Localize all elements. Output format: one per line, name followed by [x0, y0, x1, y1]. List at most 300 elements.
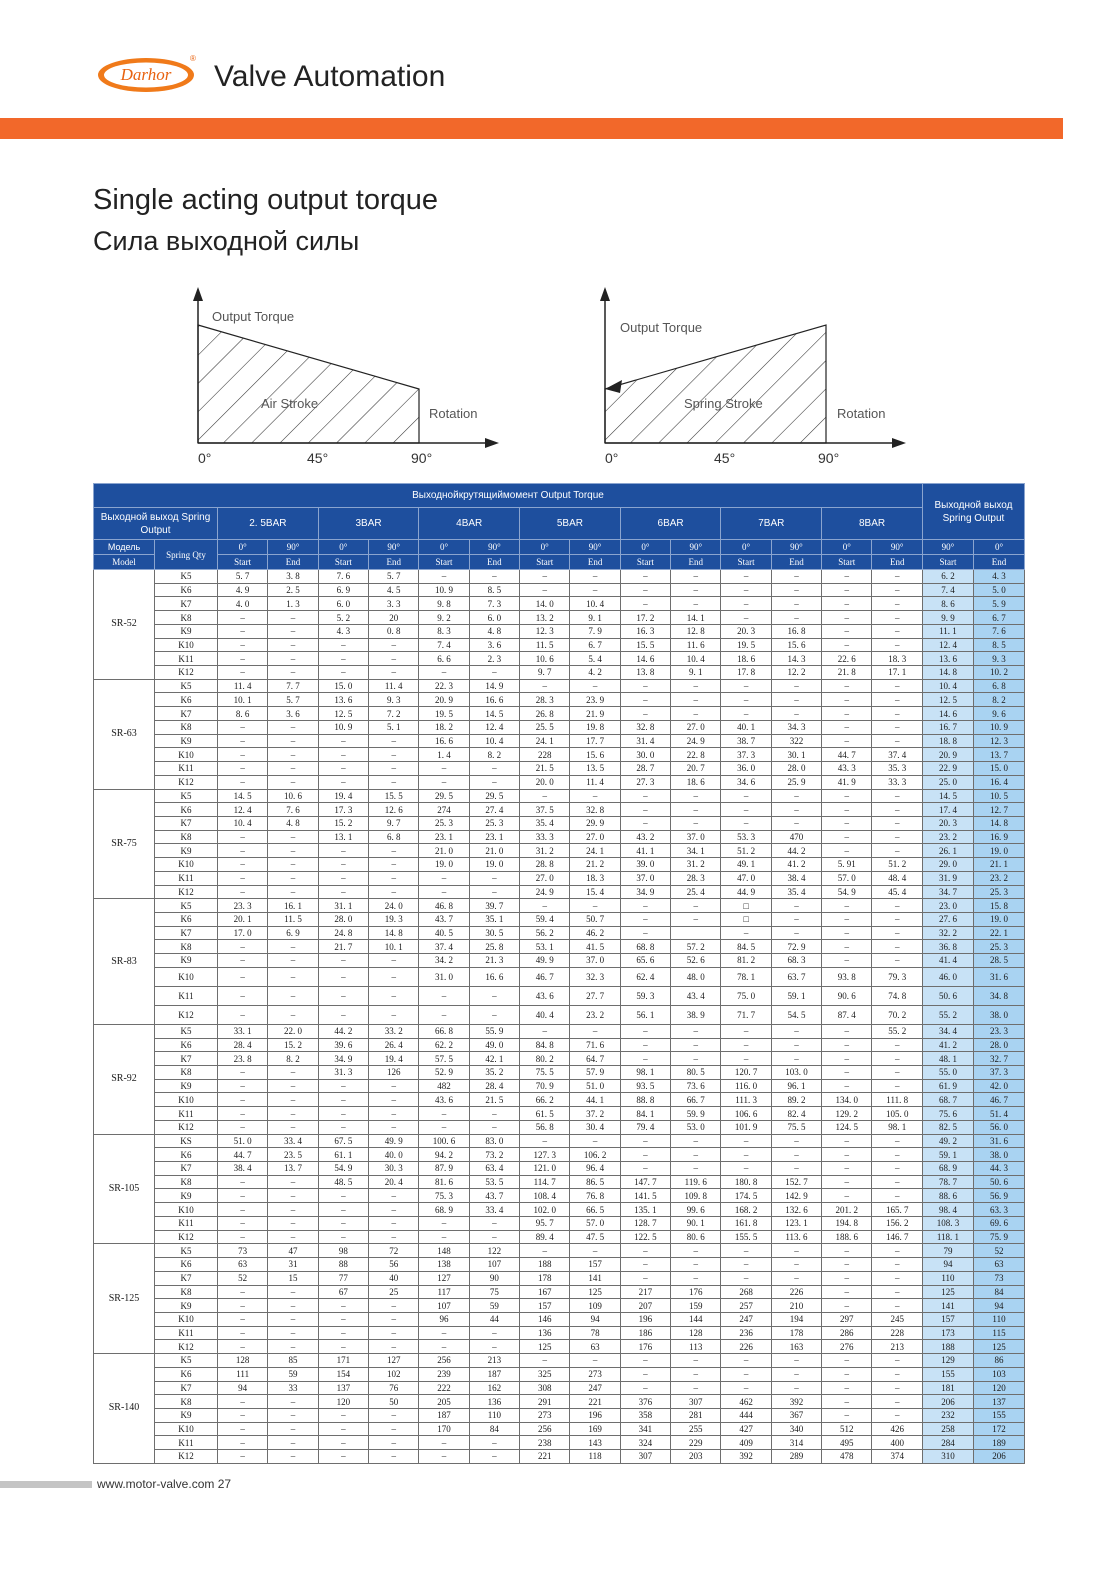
spring-qty-label: Spring Qty	[155, 540, 218, 570]
spring-output-cell: 15. 8	[973, 899, 1024, 913]
table-row	[94, 597, 1025, 611]
spring-output-cell: 6. 7	[973, 611, 1024, 625]
start-end-header: End	[872, 555, 923, 570]
torque-cell: –	[268, 1285, 318, 1299]
torque-cell: 63	[570, 1340, 620, 1354]
table-row	[94, 679, 1025, 693]
torque-cell: –	[822, 899, 872, 913]
torque-cell: 53. 1	[520, 940, 570, 954]
torque-cell: 229	[671, 1436, 721, 1450]
torque-cell: –	[620, 1271, 670, 1285]
spring-output-cell: 68. 9	[922, 1162, 973, 1176]
torque-cell: –	[822, 1354, 872, 1368]
torque-cell: –	[419, 1107, 469, 1121]
torque-cell: 20. 9	[419, 693, 469, 707]
torque-cell: 18. 6	[721, 652, 771, 666]
torque-cell: 257	[721, 1299, 771, 1313]
torque-cell: –	[671, 899, 721, 913]
torque-cell: 82. 4	[771, 1107, 821, 1121]
torque-cell: –	[218, 638, 268, 652]
start-end-header: End	[369, 555, 419, 570]
spring-output-cell: 12. 5	[922, 693, 973, 707]
torque-cell: –	[721, 597, 771, 611]
torque-cell: 162	[469, 1381, 519, 1395]
torque-cell: –	[268, 775, 318, 789]
torque-cell: 87. 4	[822, 1005, 872, 1024]
torque-cell: –	[218, 1299, 268, 1313]
torque-cell: 374	[872, 1450, 923, 1464]
table-row	[94, 1175, 1025, 1189]
torque-cell: 25. 3	[469, 816, 519, 830]
torque-cell: 116. 0	[721, 1079, 771, 1093]
spring-output-cell: 75. 6	[922, 1107, 973, 1121]
torque-cell: –	[822, 954, 872, 968]
spring-output-cell: 258	[922, 1422, 973, 1436]
torque-cell: –	[369, 986, 419, 1005]
torque-cell: –	[218, 1189, 268, 1203]
torque-cell: 18. 2	[419, 720, 469, 734]
torque-cell: 15. 6	[570, 748, 620, 762]
torque-cell: –	[218, 1422, 268, 1436]
torque-cell: 15	[268, 1271, 318, 1285]
torque-cell: 21. 5	[469, 1093, 519, 1107]
torque-cell: 12. 3	[520, 624, 570, 638]
table-row	[94, 954, 1025, 968]
torque-cell: 10. 9	[318, 720, 368, 734]
torque-cell: –	[369, 1203, 419, 1217]
torque-cell: –	[822, 1024, 872, 1038]
table-row	[94, 1271, 1025, 1285]
torque-cell: –	[369, 885, 419, 899]
torque-cell: –	[369, 1312, 419, 1326]
torque-cell: 79. 3	[872, 967, 923, 986]
torque-cell: 10. 1	[369, 940, 419, 954]
spring-output-cell: 25. 3	[973, 885, 1024, 899]
torque-cell: 102	[369, 1367, 419, 1381]
torque-cell: 40	[369, 1271, 419, 1285]
torque-cell: 66. 2	[520, 1093, 570, 1107]
start-end-header: Start	[419, 555, 469, 570]
torque-cell: –	[469, 1450, 519, 1464]
torque-cell: –	[822, 611, 872, 625]
torque-cell: 217	[620, 1285, 670, 1299]
torque-cell: 13. 7	[268, 1162, 318, 1176]
torque-cell: –	[570, 1024, 620, 1038]
torque-cell: 247	[570, 1381, 620, 1395]
torque-cell: 46. 2	[570, 926, 620, 940]
torque-cell: 49. 9	[369, 1134, 419, 1148]
spring-output-cell: 18. 8	[922, 734, 973, 748]
torque-cell: –	[721, 1354, 771, 1368]
torque-cell: 37. 0	[570, 954, 620, 968]
torque-cell: 268	[721, 1285, 771, 1299]
spring-output-cell: 37. 3	[973, 1066, 1024, 1080]
spring-stroke-diagram	[592, 283, 922, 473]
torque-cell: 11. 4	[369, 679, 419, 693]
spring-start-end-header: End	[973, 555, 1024, 570]
torque-cell: 392	[721, 1450, 771, 1464]
torque-cell: –	[469, 1120, 519, 1134]
torque-cell: –	[822, 926, 872, 940]
torque-cell: 21. 3	[469, 954, 519, 968]
torque-cell: –	[369, 1408, 419, 1422]
spring-qty-cell: K9	[155, 1408, 218, 1422]
torque-cell: 22. 3	[419, 679, 469, 693]
torque-cell: 31	[268, 1258, 318, 1272]
torque-cell: –	[872, 1189, 923, 1203]
torque-cell: 400	[872, 1436, 923, 1450]
torque-cell: –	[419, 1340, 469, 1354]
torque-cell: 33	[268, 1381, 318, 1395]
group-header: Выходной выход Spring Output	[94, 508, 218, 540]
spring-output-cell: 29. 0	[922, 858, 973, 872]
torque-cell: 168. 2	[721, 1203, 771, 1217]
table-row	[94, 912, 1025, 926]
torque-cell: –	[872, 679, 923, 693]
torque-cell: 5. 7	[218, 570, 268, 584]
spring-output-cell: 27. 6	[922, 912, 973, 926]
torque-cell: 33. 4	[469, 1203, 519, 1217]
spring-qty-cell: K9	[155, 624, 218, 638]
torque-cell: 40. 5	[419, 926, 469, 940]
torque-cell: 52. 6	[671, 954, 721, 968]
torque-cell: 29. 5	[469, 789, 519, 803]
torque-cell: –	[620, 1134, 670, 1148]
torque-cell: –	[369, 1340, 419, 1354]
torque-cell: –	[318, 775, 368, 789]
table-row	[94, 789, 1025, 803]
output-torque-table	[93, 483, 1025, 1464]
spring-qty-cell: K10	[155, 748, 218, 762]
torque-cell: 109. 8	[671, 1189, 721, 1203]
torque-cell: 41. 9	[822, 775, 872, 789]
torque-cell: –	[469, 570, 519, 584]
torque-cell: 47	[268, 1244, 318, 1258]
spring-output-cell: 5. 0	[973, 583, 1024, 597]
torque-cell: –	[419, 1216, 469, 1230]
torque-cell: 30. 4	[570, 1120, 620, 1134]
torque-cell: –	[268, 967, 318, 986]
torque-cell: 37. 0	[671, 830, 721, 844]
spring-qty-cell: K6	[155, 803, 218, 817]
torque-cell: 16. 1	[268, 899, 318, 913]
degree-header: 0°	[218, 540, 268, 555]
torque-cell: 23. 9	[570, 693, 620, 707]
torque-cell: 40. 0	[369, 1148, 419, 1162]
torque-cell: 47. 5	[570, 1230, 620, 1244]
torque-cell: 118	[570, 1450, 620, 1464]
torque-cell: –	[872, 583, 923, 597]
spring-qty-cell: KS	[155, 1134, 218, 1148]
torque-cell: 4. 2	[570, 666, 620, 680]
spring-output-cell: 13. 7	[973, 748, 1024, 762]
spring-output-cell: 310	[922, 1450, 973, 1464]
torque-cell: –	[268, 734, 318, 748]
spring-qty-cell: K7	[155, 926, 218, 940]
torque-cell: –	[872, 1408, 923, 1422]
torque-cell: 21. 7	[318, 940, 368, 954]
table-row	[94, 1066, 1025, 1080]
torque-cell: 88. 8	[620, 1093, 670, 1107]
torque-cell: 478	[822, 1450, 872, 1464]
torque-cell: 52	[218, 1271, 268, 1285]
torque-cell: 24. 1	[520, 734, 570, 748]
torque-cell: 213	[872, 1340, 923, 1354]
torque-cell: –	[218, 1005, 268, 1024]
torque-cell: –	[671, 1162, 721, 1176]
torque-cell: 10. 6	[268, 789, 318, 803]
torque-cell: 22. 0	[268, 1024, 318, 1038]
torque-cell: 44. 2	[318, 1024, 368, 1038]
torque-cell: 17. 1	[872, 666, 923, 680]
torque-cell: 74. 8	[872, 986, 923, 1005]
table-row	[94, 775, 1025, 789]
torque-cell: 236	[721, 1326, 771, 1340]
torque-cell: –	[872, 1148, 923, 1162]
torque-cell: –	[318, 1326, 368, 1340]
torque-cell: –	[872, 1271, 923, 1285]
spring-output-cell: 50. 6	[973, 1175, 1024, 1189]
spring-rotation-label: Rotation	[837, 406, 886, 421]
spring-output-cell: 9. 9	[922, 611, 973, 625]
torque-cell: 470	[771, 830, 821, 844]
torque-cell: –	[268, 748, 318, 762]
torque-cell: –	[620, 679, 670, 693]
torque-cell: 73. 6	[671, 1079, 721, 1093]
torque-cell: 307	[671, 1395, 721, 1409]
torque-cell: 84. 1	[620, 1107, 670, 1121]
torque-cell: 62. 2	[419, 1038, 469, 1052]
spring-output-cell: 42. 0	[973, 1079, 1024, 1093]
table-row	[94, 1340, 1025, 1354]
torque-cell: –	[620, 803, 670, 817]
torque-cell: 24. 8	[318, 926, 368, 940]
torque-cell: –	[520, 1354, 570, 1368]
spring-qty-cell: K8	[155, 1285, 218, 1299]
torque-cell: –	[469, 1436, 519, 1450]
spring-output-cell: 75. 9	[973, 1230, 1024, 1244]
torque-cell: –	[872, 816, 923, 830]
spring-output-cell: 28. 0	[973, 1038, 1024, 1052]
torque-cell: 43. 4	[671, 986, 721, 1005]
spring-qty-cell: K9	[155, 954, 218, 968]
torque-cell: –	[872, 1175, 923, 1189]
torque-cell: –	[469, 775, 519, 789]
table-row	[94, 899, 1025, 913]
torque-cell: –	[822, 583, 872, 597]
spring-output-cell: 4. 3	[973, 570, 1024, 584]
torque-cell: –	[822, 734, 872, 748]
torque-cell: –	[721, 803, 771, 817]
spring-output-cell: 50. 6	[922, 986, 973, 1005]
torque-cell: –	[318, 748, 368, 762]
torque-cell: 73. 2	[469, 1148, 519, 1162]
spring-output-cell: 157	[922, 1312, 973, 1326]
torque-cell: 136	[469, 1395, 519, 1409]
torque-cell: –	[520, 570, 570, 584]
torque-cell: –	[822, 830, 872, 844]
torque-cell: 276	[822, 1340, 872, 1354]
torque-cell	[671, 926, 721, 940]
torque-cell: 117	[419, 1285, 469, 1299]
torque-cell: –	[318, 858, 368, 872]
torque-cell: –	[268, 954, 318, 968]
torque-cell: 6. 0	[318, 597, 368, 611]
torque-cell: –	[822, 720, 872, 734]
table-row	[94, 1189, 1025, 1203]
torque-cell: –	[771, 679, 821, 693]
spring-qty-cell: K7	[155, 1052, 218, 1066]
torque-cell: 71. 6	[570, 1038, 620, 1052]
torque-cell: 16. 6	[419, 734, 469, 748]
torque-cell: 6. 7	[570, 638, 620, 652]
torque-cell: 123. 1	[771, 1216, 821, 1230]
torque-cell: 40. 4	[520, 1005, 570, 1024]
torque-cell: –	[419, 1450, 469, 1464]
torque-cell: 50. 7	[570, 912, 620, 926]
spring-qty-cell: K8	[155, 940, 218, 954]
torque-cell: 187	[419, 1408, 469, 1422]
model-cell: SR-140	[94, 1354, 155, 1464]
spring-qty-cell: K5	[155, 570, 218, 584]
spring-output-cell: 23. 0	[922, 899, 973, 913]
torque-cell: 11. 5	[520, 638, 570, 652]
torque-cell: 512	[822, 1422, 872, 1436]
page-number: 27	[217, 1477, 232, 1491]
torque-cell: 11. 6	[671, 638, 721, 652]
table-row	[94, 830, 1025, 844]
torque-cell: 94	[218, 1381, 268, 1395]
torque-cell: 16. 6	[469, 693, 519, 707]
torque-cell: 51. 2	[721, 844, 771, 858]
torque-cell: 96. 1	[771, 1079, 821, 1093]
torque-cell: –	[318, 734, 368, 748]
torque-cell: 51. 2	[872, 858, 923, 872]
torque-cell: 167	[520, 1285, 570, 1299]
torque-cell: 90	[469, 1271, 519, 1285]
torque-cell: –	[872, 611, 923, 625]
torque-cell: –	[771, 1244, 821, 1258]
torque-cell: 23. 2	[570, 1005, 620, 1024]
torque-cell: 15. 2	[268, 1038, 318, 1052]
torque-cell: 325	[520, 1367, 570, 1381]
model-cell: SR-125	[94, 1244, 155, 1354]
torque-cell: –	[822, 803, 872, 817]
torque-cell: –	[218, 1203, 268, 1217]
torque-cell: –	[721, 1244, 771, 1258]
spring-output-cell: 173	[922, 1326, 973, 1340]
torque-cell: –	[771, 1162, 821, 1176]
torque-cell: –	[318, 1079, 368, 1093]
torque-cell: 9. 7	[369, 816, 419, 830]
torque-cell: 6. 8	[369, 830, 419, 844]
torque-cell: 174. 5	[721, 1189, 771, 1203]
spring-output-cell: 46. 0	[922, 967, 973, 986]
torque-cell: 39. 0	[620, 858, 670, 872]
torque-cell: 53. 0	[671, 1120, 721, 1134]
torque-cell: 20. 7	[671, 762, 721, 776]
torque-cell: 65. 6	[620, 954, 670, 968]
torque-cell: 12. 4	[469, 720, 519, 734]
torque-cell: 57. 0	[822, 871, 872, 885]
spring-qty-cell: K8	[155, 611, 218, 625]
torque-cell: 146	[520, 1312, 570, 1326]
torque-cell: 59. 4	[520, 912, 570, 926]
torque-cell: 213	[469, 1354, 519, 1368]
torque-cell: 146. 7	[872, 1230, 923, 1244]
header-band	[0, 118, 1063, 139]
torque-cell: 68. 3	[771, 954, 821, 968]
model-cell: SR-83	[94, 899, 155, 1025]
torque-cell: 34. 2	[419, 954, 469, 968]
spring-qty-cell: K8	[155, 720, 218, 734]
torque-cell: –	[721, 1258, 771, 1272]
torque-cell: 47. 0	[721, 871, 771, 885]
torque-cell: 17. 3	[318, 803, 368, 817]
torque-cell: –	[620, 816, 670, 830]
torque-cell: 90. 6	[822, 986, 872, 1005]
table-row	[94, 1244, 1025, 1258]
torque-cell: 110	[469, 1408, 519, 1422]
spring-qty-cell: K10	[155, 967, 218, 986]
torque-cell: –	[369, 858, 419, 872]
torque-cell: –	[771, 803, 821, 817]
table-row	[94, 940, 1025, 954]
torque-cell: –	[771, 1134, 821, 1148]
spring-qty-cell: K9	[155, 844, 218, 858]
torque-cell: –	[268, 1093, 318, 1107]
torque-cell: 111. 3	[721, 1093, 771, 1107]
torque-cell: –	[872, 1381, 923, 1395]
torque-cell: 21. 8	[822, 666, 872, 680]
torque-cell: 194. 8	[822, 1216, 872, 1230]
torque-cell: –	[369, 638, 419, 652]
spring-output-cell: 115	[973, 1326, 1024, 1340]
torque-cell: 102. 0	[520, 1203, 570, 1217]
torque-cell: –	[570, 1244, 620, 1258]
logo-text: Darhor	[120, 65, 172, 84]
torque-cell: –	[671, 1024, 721, 1038]
torque-cell: –	[469, 986, 519, 1005]
torque-cell: –	[268, 1120, 318, 1134]
torque-cell: 103. 0	[771, 1066, 821, 1080]
torque-cell: –	[771, 570, 821, 584]
torque-cell: 89. 2	[771, 1093, 821, 1107]
torque-cell: –	[671, 679, 721, 693]
torque-cell: –	[822, 844, 872, 858]
spring-output-cell: 31. 6	[973, 967, 1024, 986]
torque-cell: –	[419, 1120, 469, 1134]
torque-cell: 113. 6	[771, 1230, 821, 1244]
spring-output-cell: 73	[973, 1271, 1024, 1285]
air-stroke-label: Air Stroke	[261, 396, 319, 411]
air-output-torque-label: Output Torque	[212, 309, 295, 324]
torque-cell: 44. 7	[822, 748, 872, 762]
torque-cell: 128. 7	[620, 1216, 670, 1230]
torque-cell: 50	[369, 1395, 419, 1409]
torque-cell: –	[369, 871, 419, 885]
torque-cell: 14. 5	[218, 789, 268, 803]
torque-cell: 125	[570, 1285, 620, 1299]
torque-cell: 25. 8	[469, 940, 519, 954]
spring-output-cell: 20. 3	[922, 816, 973, 830]
torque-cell: 89. 4	[520, 1230, 570, 1244]
start-end-header: Start	[721, 555, 771, 570]
torque-cell: 21. 0	[419, 844, 469, 858]
torque-cell: 19. 3	[369, 912, 419, 926]
torque-cell: 37. 5	[520, 803, 570, 817]
torque-cell: 37. 2	[570, 1107, 620, 1121]
